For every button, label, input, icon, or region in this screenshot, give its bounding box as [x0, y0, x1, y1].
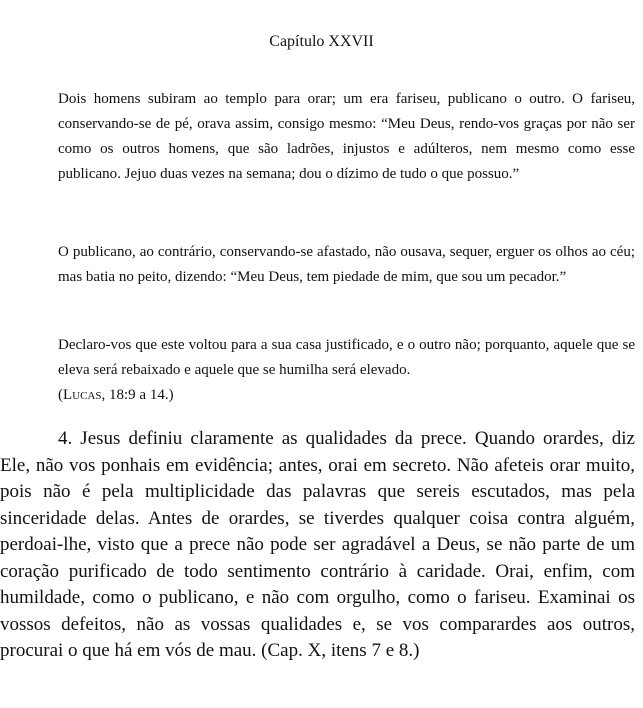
quote-paragraph-2: O publicano, ao contrário, conservando-se afastado, não ousava, sequer, erguer os olhos ao céu; mas batia no peito, dizendo: “Meu Deus, tem piedade de mim, que sou um pecador.”: [58, 244, 635, 285]
paragraph-4: 4. Jesus definiu claramente as qualidades da prece. Quando orardes, diz Ele, não vos ponhais em evidência; antes, orai em secreto. Não afeteis orar muito, pois não é pela multiplicidade das palavras que sereis escutados, mas pela sinceridade delas. Antes de orardes, se tiverdes qualquer coisa contra alguém, perdoai-lhe, visto que a prece não pode ser agradável a Deus, se não parte de um coração purificado de todo sentimento contrário à caridade. Orai, enfim, com humildade, como o publicano, e não com orgulho, como o fariseu. Examinai os vossos defeitos, não as vossas qualidades e, se vos comparardes aos outros, procurai o que há em vós de mau. (Cap. X, itens 7 e 8.): [0, 428, 635, 661]
citation-ref: , 18:9 a 14.): [101, 387, 174, 403]
chapter-header: Capítulo XXVII: [269, 33, 374, 50]
citation-author: Lucas: [63, 387, 102, 403]
quote-paragraph-3-text: Declaro-vos que este voltou para a sua casa justificado, e o outro não; porquanto, aquele que se eleva será rebaixado e aquele que se humilha será elevado.: [58, 337, 635, 378]
quote-paragraph-3: [58, 333, 635, 408]
citation-open: (: [58, 387, 63, 403]
quote-paragraph-1: Dois homens subiram ao templo para orar; um era fariseu, publicano o outro. O fariseu, conservando-se de pé, orava assim, consigo mesmo: “Meu Deus, rendo-vos graças por não ser como os outros homens, que são ladrões, injustos e adúlteros, nem mesmo como esse publicano. Jejuo duas vezes na semana; dou o dízimo de tudo o que possuo.”: [58, 91, 635, 182]
